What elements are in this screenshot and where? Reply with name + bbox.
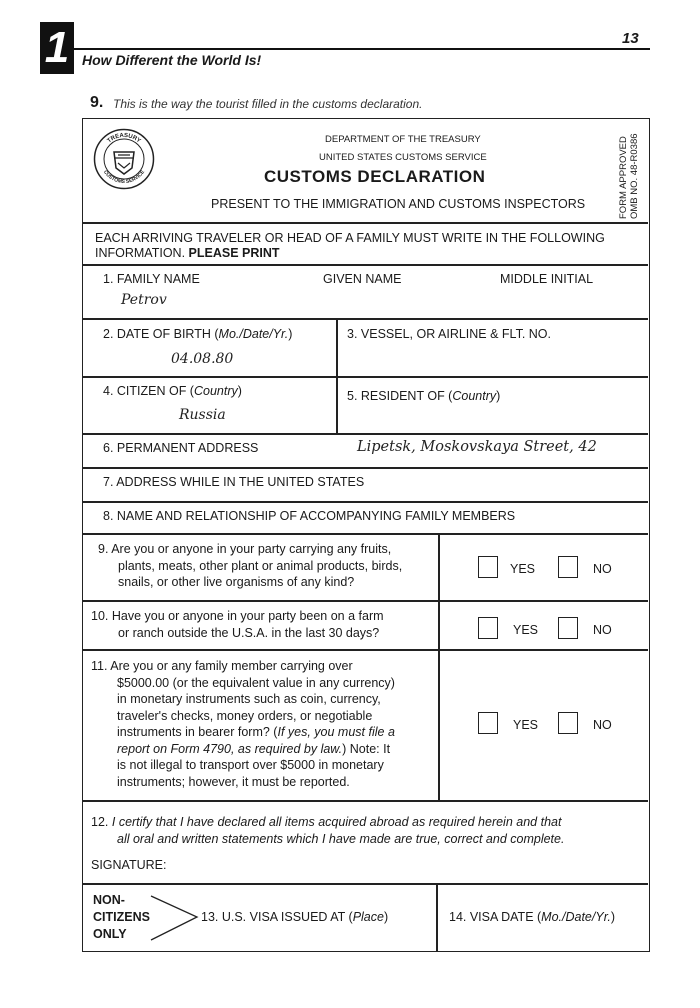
divider xyxy=(83,533,648,535)
divider xyxy=(83,501,648,503)
visa-date-label xyxy=(449,910,615,924)
q11-yes-label: YES xyxy=(513,718,539,732)
visa-issued-at-label xyxy=(201,910,388,924)
bracket-arrow-icon xyxy=(149,894,199,942)
q11-line: traveler's checks, money orders, or negotiable xyxy=(117,708,373,723)
q9-yes-label: YES xyxy=(510,562,536,576)
q9-no-checkbox[interactable] xyxy=(558,556,578,578)
page-number: 13 xyxy=(622,30,639,47)
q11-yes-checkbox[interactable] xyxy=(478,712,498,734)
question-9 xyxy=(98,541,402,591)
question-11 xyxy=(91,658,395,790)
date-of-birth-label xyxy=(103,327,292,341)
non-citizens-label-3: ONLY xyxy=(93,927,127,941)
q11-no-label: NO xyxy=(593,718,612,732)
citizen-label-end: ) xyxy=(237,384,242,398)
family-name-value[interactable]: Petrov xyxy=(121,292,167,308)
date-of-birth-value[interactable]: 04.08.80 xyxy=(171,351,234,367)
given-name-label: GIVEN NAME xyxy=(323,272,402,286)
dob-label-end: ) xyxy=(288,327,293,341)
resident-label-italic: Country xyxy=(452,389,497,403)
form-approved-line2: OMB NO. 48-R0386 xyxy=(629,133,640,219)
q9-yes-checkbox[interactable] xyxy=(478,556,498,578)
family-name-label: 1. FAMILY NAME xyxy=(103,272,200,286)
question-10 xyxy=(91,608,384,641)
q11-line5-text: instruments in bearer form? ( xyxy=(117,725,278,739)
f13-label-italic: Place xyxy=(352,910,384,924)
resident-label-text: 5. RESIDENT OF ( xyxy=(347,389,453,403)
divider xyxy=(83,433,648,435)
permanent-address-label: 6. PERMANENT ADDRESS xyxy=(103,441,259,455)
treasury-seal-icon xyxy=(93,128,155,190)
q10-no-checkbox[interactable] xyxy=(558,617,578,639)
resident-label-end: ) xyxy=(496,389,501,403)
divider xyxy=(83,800,648,802)
q11-line5-italic: If yes, you must file a xyxy=(277,725,395,739)
non-citizens-label-1: NON- xyxy=(93,893,125,907)
q11-no-checkbox[interactable] xyxy=(558,712,578,734)
q10-line: 10. Have you or anyone in your party been on a farm xyxy=(91,609,384,623)
q11-line: $5000.00 (or the equivalent value in any currency) xyxy=(117,675,395,690)
q11-line6-italic: report on Form 4790, as required by law. xyxy=(117,741,343,756)
form-subtitle: PRESENT TO THE IMMIGRATION AND CUSTOMS INSPECTORS xyxy=(211,197,586,211)
q9-line: plants, meats, other plant or animal products, birds, xyxy=(118,558,403,573)
signature-label: SIGNATURE: xyxy=(91,858,167,872)
dob-label-text: 2. DATE OF BIRTH ( xyxy=(103,327,219,341)
q10-no-label: NO xyxy=(593,623,612,637)
vertical-divider xyxy=(438,533,440,800)
instructions-text: EACH ARRIVING TRAVELER OR HEAD OF A FAMILY MUST WRITE IN THE FOLLOWING xyxy=(95,231,605,245)
vertical-divider xyxy=(436,883,438,951)
certification-line2: all oral and written statements which I have made are true, correct and complete. xyxy=(117,832,565,846)
citizen-label-italic: Country xyxy=(193,384,238,398)
permanent-address-value[interactable]: Lipetsk, Moskovskaya Street, 42 xyxy=(357,439,597,455)
customs-declaration-form xyxy=(82,118,650,952)
address-in-us-label: 7. ADDRESS WHILE IN THE UNITED STATES xyxy=(103,475,365,489)
q12-number: 12. xyxy=(91,815,109,829)
seal-top-text: TREASURY xyxy=(106,132,142,145)
q11-line: 11. Are you or any family member carrying over xyxy=(91,659,353,673)
q9-line: snails, or other live organisms of any kind? xyxy=(118,575,355,589)
certification-line1 xyxy=(91,815,561,829)
q11-line xyxy=(91,741,395,758)
non-citizens-label-2: CITIZENS xyxy=(93,910,150,924)
divider xyxy=(83,376,648,378)
divider xyxy=(83,467,648,469)
header-rule xyxy=(74,48,650,50)
q11-line: is not illegal to transport over $5000 in monetary xyxy=(117,758,384,772)
citizen-label-text: 4. CITIZEN OF ( xyxy=(103,384,194,398)
dob-label-italic: Mo./Date/Yr. xyxy=(218,327,289,341)
f14-label-end: ) xyxy=(610,910,616,924)
q11-line: instruments; however, it must be reported. xyxy=(117,774,350,789)
q11-line xyxy=(91,724,395,741)
f13-label-text: 13. U.S. VISA ISSUED AT ( xyxy=(201,910,353,924)
q11-line: in monetary instruments such as coin, currency, xyxy=(117,692,381,706)
q9-line: 9. Are you or anyone in your party carrying any fruits, xyxy=(98,542,392,556)
q10-line: or ranch outside the U.S.A. in the last 30 days? xyxy=(118,625,380,640)
department-label: DEPARTMENT OF THE TREASURY xyxy=(325,134,481,145)
citizen-of-label xyxy=(103,384,242,398)
service-label: UNITED STATES CUSTOMS SERVICE xyxy=(319,152,487,163)
q9-no-label: NO xyxy=(593,562,612,576)
q12-text: I certify that I have declared all items acquired abroad as required herein and that xyxy=(111,815,562,829)
divider xyxy=(83,883,648,885)
chapter-title: How Different the World Is! xyxy=(82,52,262,68)
f14-label-text: 14. VISA DATE ( xyxy=(449,910,542,924)
divider xyxy=(83,264,648,266)
f14-label-italic: Mo./Date/Yr. xyxy=(541,910,611,924)
instructions-line2-text: INFORMATION. xyxy=(95,246,186,260)
vessel-airline-label: 3. VESSEL, OR AIRLINE & FLT. NO. xyxy=(347,327,552,341)
exercise-instruction: This is the way the tourist filled in the customs declaration. xyxy=(113,97,423,111)
family-members-label: 8. NAME AND RELATIONSHIP OF ACCOMPANYING FAMILY MEMBERS xyxy=(103,509,516,523)
q10-yes-checkbox[interactable] xyxy=(478,617,498,639)
please-print: PLEASE PRINT xyxy=(188,246,280,260)
q11-line6-text: ) Note: It xyxy=(342,741,391,756)
form-approved-line1: FORM APPROVED xyxy=(618,136,629,219)
citizen-of-value[interactable]: Russia xyxy=(179,407,226,423)
form-title: CUSTOMS DECLARATION xyxy=(264,167,486,186)
instructions-line2 xyxy=(95,246,280,260)
divider xyxy=(83,222,648,224)
q10-yes-label: YES xyxy=(513,623,539,637)
resident-of-label xyxy=(347,389,500,403)
middle-initial-label: MIDDLE INITIAL xyxy=(500,272,594,286)
form-approved-label xyxy=(618,133,640,219)
exercise-number: 9. xyxy=(90,94,104,111)
divider xyxy=(83,649,648,651)
seal-bottom-text: CUSTOMS SERVICE xyxy=(101,169,147,186)
svg-text:TREASURY xyxy=(106,133,141,145)
chapter-number-badge: 1 xyxy=(40,22,74,74)
divider xyxy=(83,600,648,602)
f13-label-end: ) xyxy=(383,910,389,924)
divider xyxy=(83,318,648,320)
